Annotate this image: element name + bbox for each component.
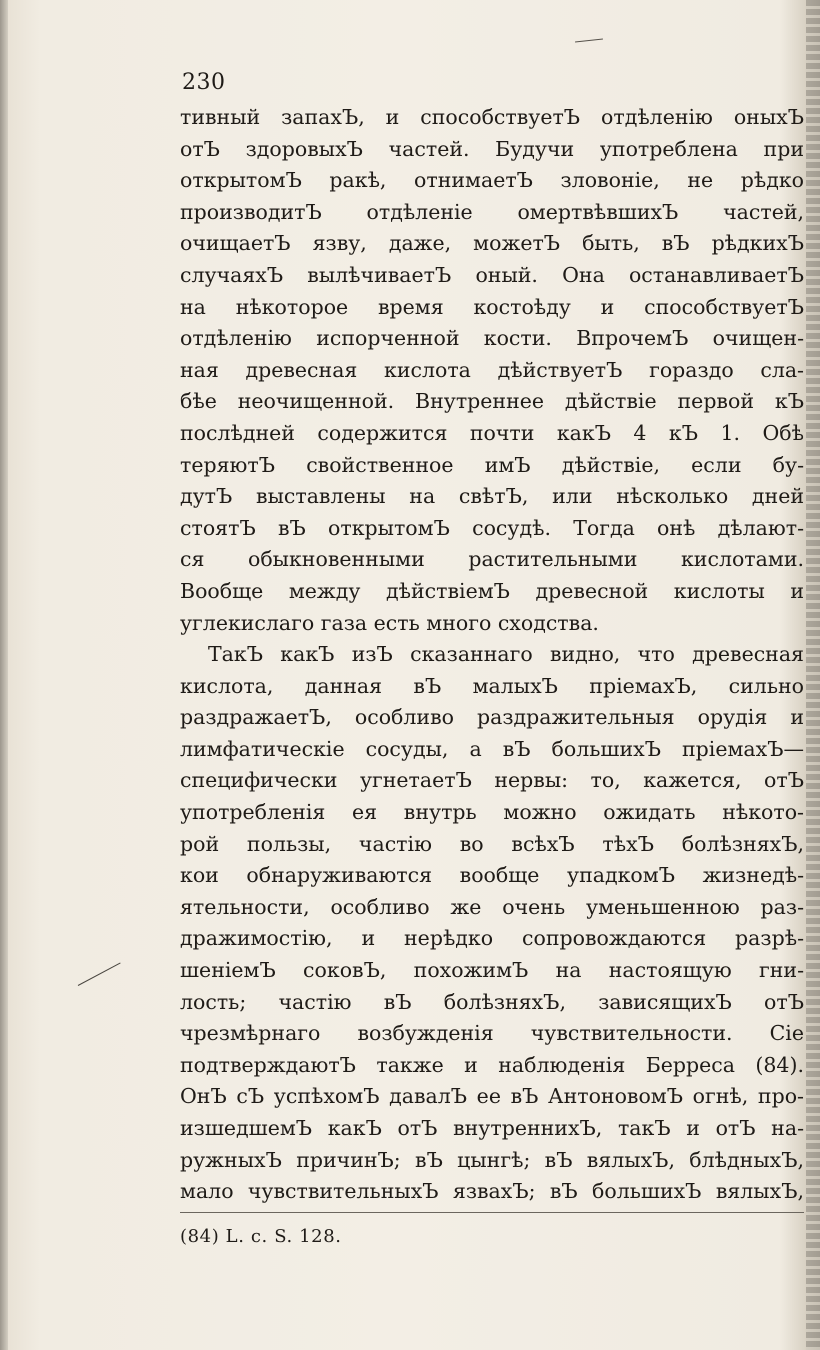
text-line: ся обыкновенными растительными кислотами. xyxy=(180,547,804,572)
text-line: тивный запахЪ, и способствуетЪ отдѣленію оныхЪ xyxy=(180,105,804,129)
text-line: специфически угнетаетЪ нервы: то, кажется, отЪ xyxy=(180,768,804,793)
text-line: ОнЪ сЪ успѣхомЪ давалЪ ее вЪ АнтоновомЪ огнѣ, про- xyxy=(180,1084,804,1109)
text-line: ружныхЪ причинЪ; вЪ цынгѣ; вЪ вялыхЪ, блѣдныхЪ, xyxy=(180,1147,804,1172)
text-line: углекислаго газа есть много сходства. xyxy=(180,610,599,635)
text-line: очищаетЪ язву, даже, можетЪ быть, вЪ рѣдкихЪ xyxy=(180,231,804,256)
header-mark xyxy=(575,39,603,43)
text-line: открытомЪ ракѣ, отнимаетЪ зловоніе, не рѣдко xyxy=(180,168,804,193)
text-line: раздражаетЪ, особливо раздражительныя орудія и xyxy=(180,705,804,730)
footnote-divider xyxy=(180,1212,804,1213)
text-line: производитЪ отдѣленіе омертвѣвшихЪ частей, xyxy=(180,199,804,224)
text-line: ная древесная кислота дѣйствуетЪ гораздо сла- xyxy=(180,357,804,382)
text-line: изшедшемЪ какЪ отЪ внутреннихЪ, такЪ и отЪ на- xyxy=(180,1116,804,1140)
text-line: стоятЪ вЪ открытомЪ сосудѣ. Тогда онѣ дѣлают- xyxy=(180,515,804,540)
text-line: подтверждаютЪ также и наблюденія Берреса (84). xyxy=(180,1052,804,1077)
text-line: лимфатическіе сосуды, а вЪ большихЪ пріемахЪ— xyxy=(180,736,804,761)
text-line: чрезмѣрнаго возбужденія чувствительности. Сіе xyxy=(180,1021,804,1046)
text-line: лость; частію вЪ болѣзняхЪ, зависящихЪ отЪ xyxy=(180,989,804,1014)
text-line: шеніемЪ соковЪ, похожимЪ на настоящую гни- xyxy=(180,958,804,983)
page-left-edge xyxy=(0,0,8,1350)
text-line: дутЪ выставлены на свѣтЪ, или нѣсколько дней xyxy=(180,484,804,509)
text-line: ТакЪ какЪ изЪ сказаннаго видно, что древесная xyxy=(208,642,804,667)
text-line: отдѣленію испорченной кости. ВпрочемЪ очищен- xyxy=(180,326,804,351)
page-right-edge xyxy=(806,0,820,1350)
margin-pencil-mark xyxy=(78,963,121,986)
text-line: отЪ здоровыхЪ частей. Будучи употреблена при xyxy=(180,136,804,161)
page-number: 230 xyxy=(182,70,226,95)
footnote: (84) L. c. S. 128. xyxy=(180,1226,342,1247)
text-line: кислота, данная вЪ малыхЪ пріемахЪ, сильно xyxy=(180,673,804,698)
body-text xyxy=(180,102,804,1208)
text-line: рой пользы, частію во всѣхЪ тѣхЪ болѣзняхЪ, xyxy=(180,831,804,856)
text-line: употребленія ея внутрь можно ожидать нѣкото- xyxy=(180,800,804,825)
text-line: теряютЪ свойственное имЪ дѣйствіе, если бу- xyxy=(180,452,804,477)
text-line: Вообще между дѣйствіемЪ древесной кислоты и xyxy=(180,578,804,603)
text-line: на нѣкоторое время костоѣду и способствуетЪ xyxy=(180,294,804,319)
text-line: бѣе неочищенной. Внутреннее дѣйствіе первой кЪ xyxy=(180,389,804,414)
text-line: ятельности, особливо же очень уменьшенною раз- xyxy=(180,894,804,919)
text-line: дражимостію, и нерѣдко сопровождаются разрѣ- xyxy=(180,926,804,951)
text-line: кои обнаруживаются вообще упадкомЪ жизнедѣ- xyxy=(180,863,804,888)
text-line: мало чувствительныхЪ язвахЪ; вЪ большихЪ вялыхЪ, xyxy=(180,1179,804,1204)
text-line: послѣдней содержится почти какЪ 4 кЪ 1. Обѣ xyxy=(180,420,804,445)
text-line: случаяхЪ вылѣчиваетЪ оный. Она останавливаетЪ xyxy=(180,262,804,287)
